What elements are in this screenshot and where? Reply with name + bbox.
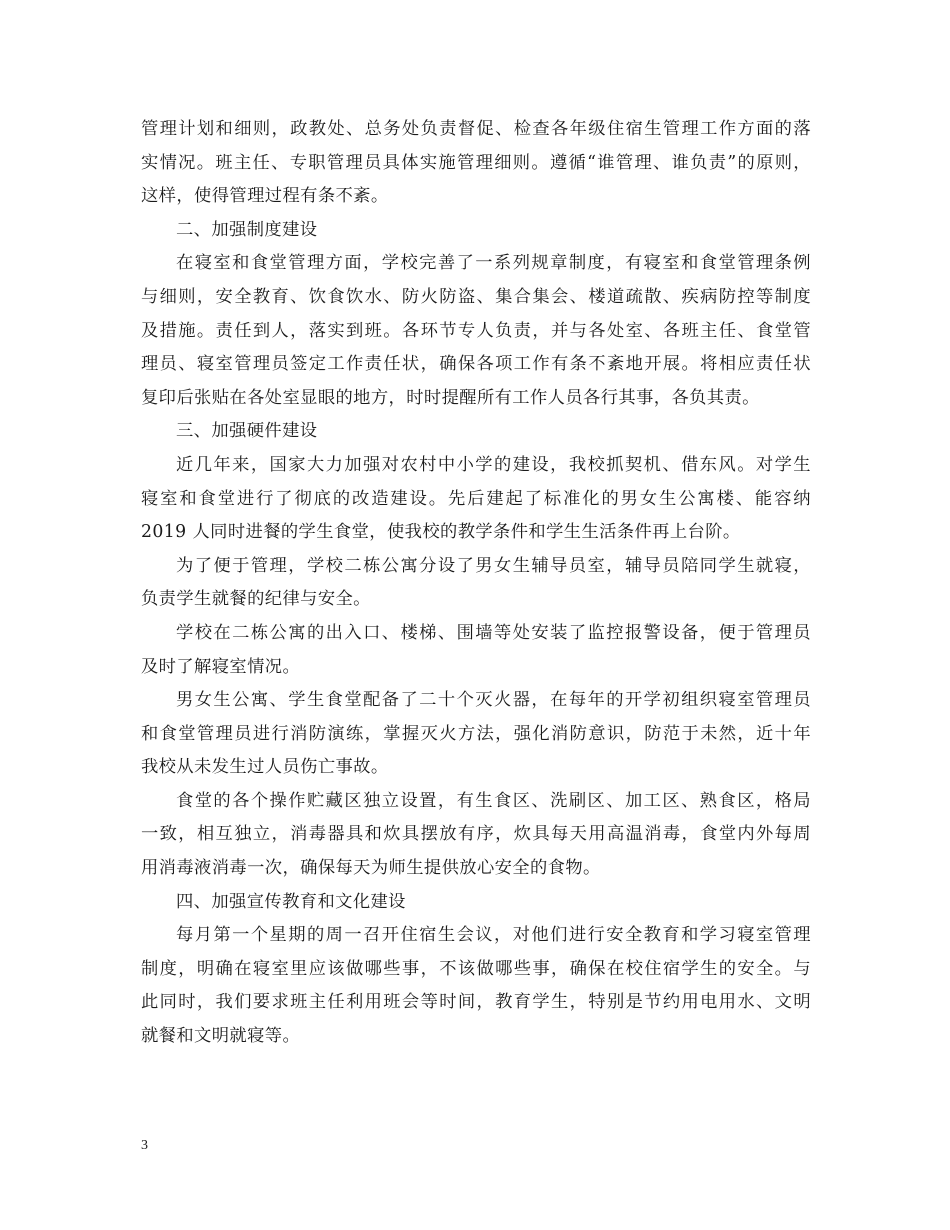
- paragraph-line: 制度，明确在寝室里应该做哪些事，不该做哪些事，确保在校住宿学生的安全。与: [141, 958, 811, 979]
- paragraph-line: 负责学生就餐的纪律与安全。: [141, 589, 371, 610]
- paragraph-line: 食堂的各个操作贮藏区独立设置，有生食区、洗刷区、加工区、熟食区，格局: [176, 790, 811, 811]
- paragraph-line: 就餐和文明就寝等。: [141, 1026, 301, 1047]
- section-heading: 三、加强硬件建设: [176, 421, 318, 442]
- paragraph-line: 2019 人同时进餐的学生食堂，使我校的教学条件和学生生活条件再上台阶。: [141, 522, 741, 543]
- paragraph-line: 理员、寝室管理员签定工作责任状，确保各项工作有条不紊地开展。将相应责任状: [141, 354, 811, 375]
- paragraph-line: 和食堂管理员进行消防演练，掌握灭火方法，强化消防意识，防范于未然，近十年: [141, 723, 811, 744]
- paragraph-line: 学校在二栋公寓的出入口、楼梯、围墙等处安装了监控报警设备，便于管理员: [176, 622, 811, 643]
- paragraph-line: 及时了解寝室情况。: [141, 656, 301, 677]
- page-number: 3: [141, 1138, 148, 1153]
- paragraph-line: 用消毒液消毒一次，确保每天为师生提供放心安全的食物。: [141, 858, 601, 879]
- paragraph-line: 复印后张贴在各处室显眼的地方，时时提醒所有工作人员各行其事，各负其责。: [141, 387, 760, 408]
- paragraph-line: 及措施。责任到人，落实到班。各环节专人负责，并与各处室、各班主任、食堂管: [141, 320, 811, 341]
- paragraph-line: 管理计划和细则，政教处、总务处负责督促、检查各年级住宿生管理工作方面的落: [141, 119, 811, 139]
- paragraph-line: 实情况。班主任、专职管理员具体实施管理细则。遵循“谁管理、谁负责”的原则，: [141, 152, 811, 173]
- paragraph-line: 男女生公寓、学生食堂配备了二十个灭火器，在每年的开学初组织寝室管理员: [176, 690, 811, 711]
- paragraph-line: 近几年来，国家大力加强对农村中小学的建设，我校抓契机、借东风。对学生: [176, 454, 811, 475]
- paragraph-line: 此同时，我们要求班主任利用班会等时间，教育学生，特别是节约用电用水、文明: [141, 992, 811, 1013]
- paragraph-line: 与细则，安全教育、饮食饮水、防火防盗、集合集会、楼道疏散、疾病防控等制度: [141, 286, 811, 307]
- paragraph-line: 一致，相互独立，消毒器具和炊具摆放有序，炊具每天用高温消毒，食堂内外每周: [141, 824, 811, 845]
- document-body: [141, 113, 811, 1054]
- paragraph-line: 每月第一个星期的周一召开住宿生会议，对他们进行安全教育和学习寝室管理: [176, 925, 811, 946]
- paragraph-line: 为了便于管理，学校二栋公寓分设了男女生辅导员室，辅导员陪同学生就寝，: [176, 555, 811, 576]
- paragraph-line: 寝室和食堂进行了彻底的改造建设。先后建起了标准化的男女生公寓楼、能容纳: [141, 488, 811, 509]
- section-heading: 二、加强制度建设: [176, 219, 318, 240]
- paragraph-line: 我校从未发生过人员伤亡事故。: [141, 757, 389, 778]
- paragraph-line: 这样，使得管理过程有条不紊。: [141, 186, 389, 207]
- section-heading: 四、加强宣传教育和文化建设: [176, 891, 406, 912]
- paragraph-line: 在寝室和食堂管理方面，学校完善了一系列规章制度，有寝室和食堂管理条例: [176, 253, 811, 274]
